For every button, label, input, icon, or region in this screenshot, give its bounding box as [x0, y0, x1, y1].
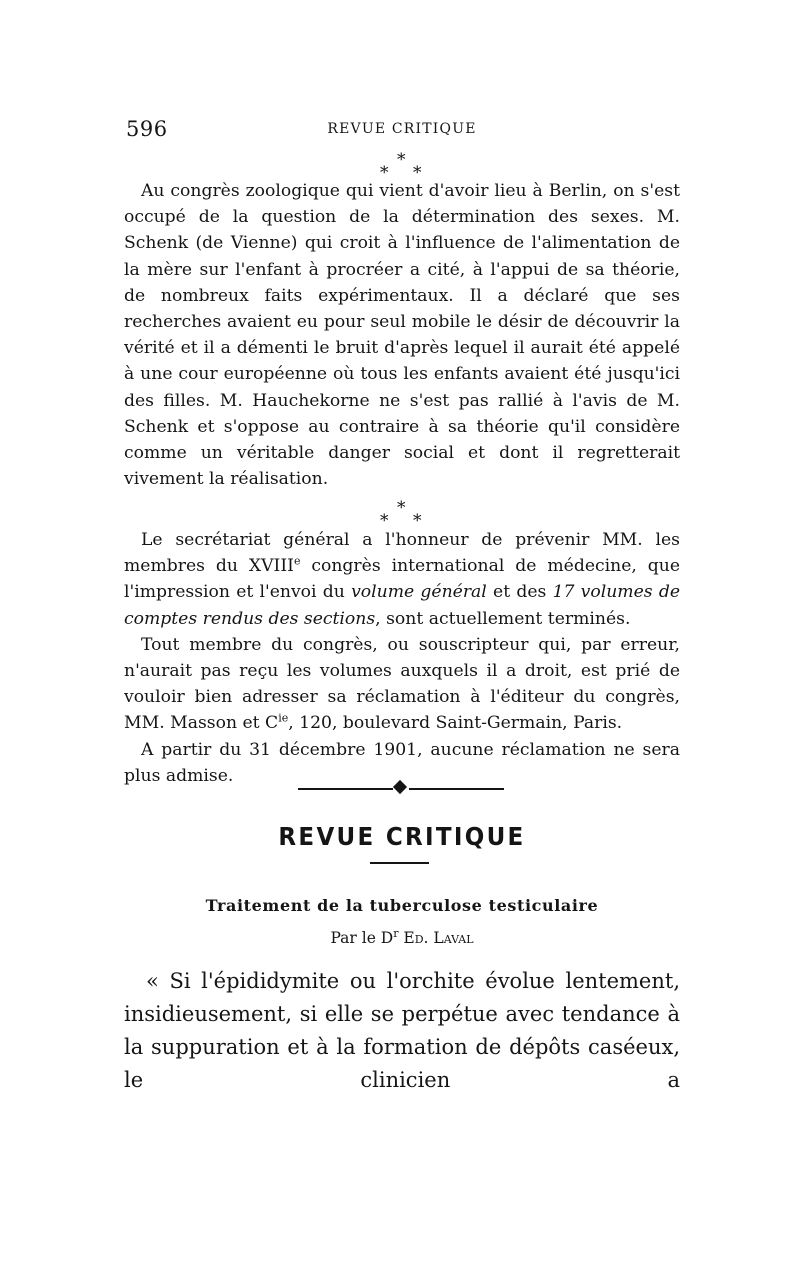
asterism-star: * — [380, 163, 389, 183]
asterism-star: * — [397, 150, 406, 170]
body-paragraph: Tout membre du congrès, ou souscripteur qui, par erreur, n'aurait pas reçu les volumes auxquels il a droit, est prié de vouloir bien adresser sa réclamation à l'éditeur du congrès, MM. Masson et $C^{ie}$, 120, boulevard Saint-Germain, Paris. — [124, 634, 680, 734]
ornamental-divider — [298, 781, 504, 797]
asterism-separator — [370, 498, 430, 530]
asterism-star: * — [413, 511, 422, 531]
section-title: REVUE CRITIQUE — [278, 822, 526, 851]
lead-paragraph: « Si l'épididymite ou l'orchite évolue lentement, insidieusement, si elle se perpétue avec tendance à la suppuration et à la formation de dépôts caséeux, le clinicien a — [124, 969, 680, 1092]
italic-term: 17 volumes de comptes rendus des sections — [124, 582, 681, 629]
asterism-star: * — [413, 163, 422, 183]
article-lead — [124, 965, 680, 1097]
asterism-star: * — [397, 498, 406, 518]
body-paragraph: Le secrétariat général a l'honneur de prévenir MM. les membres du XVIIIe congrès international de médecine, que l'impression et l'envoi du volume général et des 17 volumes de comptes rendus des sections, sont actuellement terminés. — [124, 530, 681, 629]
italic-term: volume général — [351, 582, 487, 603]
asterism-star: * — [380, 511, 389, 531]
title-underline — [370, 862, 429, 864]
news-section-zoology — [124, 178, 680, 492]
body-paragraph: Au congrès zoologique qui vient d'avoir lieu à Berlin, on s'est occupé de la question de la détermination des sexes. M. Schenk (de Vienne) qui croit à l'influence de l'alimentation de la mère sur l'enfant à procréer a cité, à l'appui de sa théorie, de nombreux faits expérimentaux. Il a déclaré que ses recherches avaient eu pour seul mobile le désir de découvrir la vérité et il a démenti le bruit d'après lequel il aurait été appelé à une cour européenne où tous les enfants avaient été jusqu'ici des filles. M. Hauchekorne ne s'est pas rallié à l'avis de M. Schenk et s'oppose au contraire à sa théorie qu'il considère comme un véritable danger social et dont il regretterait vivement la réalisation. — [124, 181, 680, 490]
news-section-congress — [124, 527, 680, 789]
article-title: Traitement de la tuberculose testiculaire — [205, 896, 599, 915]
article-byline: Par le $D^r$ Ed. Laval — [330, 926, 474, 947]
running-head: REVUE CRITIQUE — [327, 121, 477, 137]
page-header — [124, 117, 680, 141]
page-number: 596 — [126, 117, 168, 141]
body-paragraph: A partir du 31 décembre 1901, aucune réclamation ne sera plus admise. — [124, 739, 680, 786]
